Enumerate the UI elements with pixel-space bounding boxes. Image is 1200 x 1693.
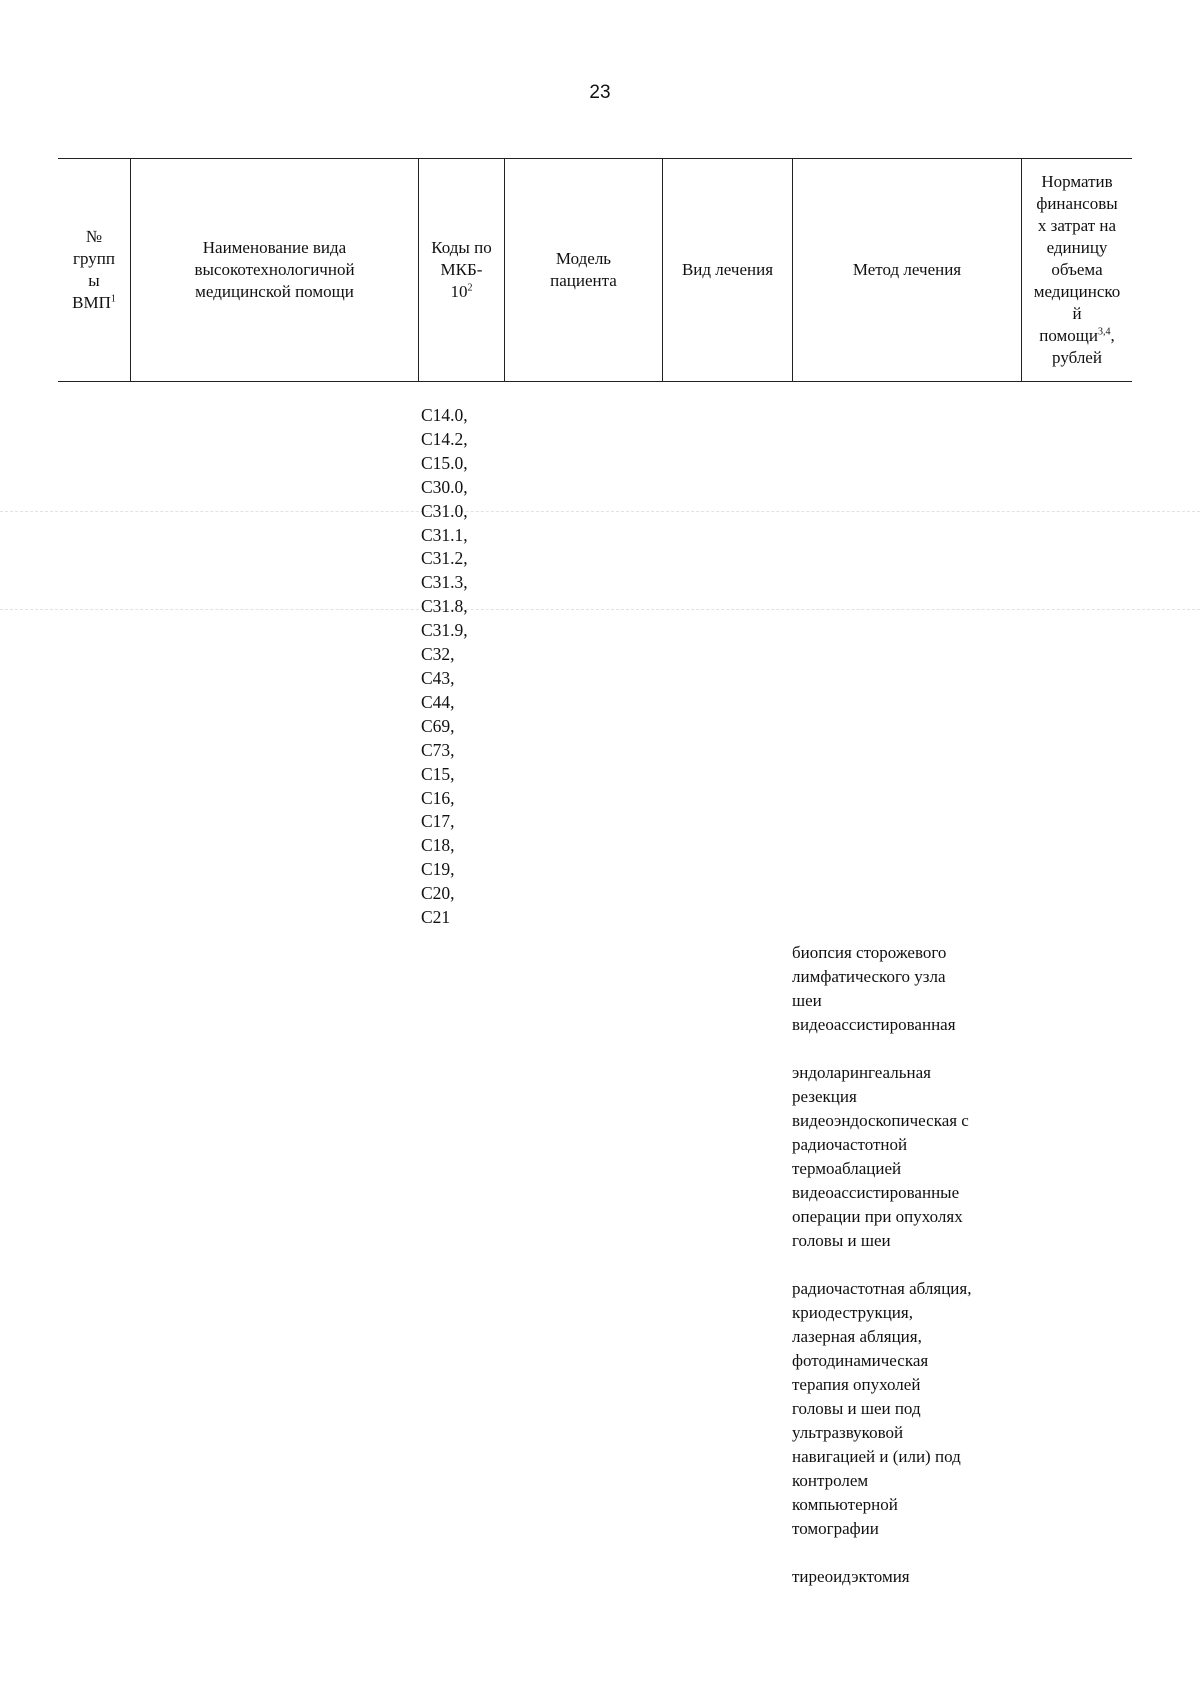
icd-code: C17, (421, 811, 455, 832)
icd-code: C32, (421, 644, 455, 665)
icd-code: C31.1, (421, 524, 468, 545)
icd-code: C73, (421, 739, 455, 760)
header-col-method-label: Метод лечения (852, 260, 962, 279)
icd-code: C18, (421, 835, 455, 856)
icd-code: C14.2, (421, 428, 468, 449)
header-col-name-label: Наименование вида высокотехнологичной медицинской помощи (194, 238, 355, 301)
header-col-norm-unit: , рублей (1052, 326, 1115, 367)
header-col-norm-label: Норматив финансовы х затрат на единицу объема медицинско й помощи (1033, 172, 1121, 345)
icd-code: C30.0, (421, 476, 468, 497)
icd-code: C20, (421, 883, 455, 904)
header-col-treatment-type-label: Вид лечения (681, 260, 774, 279)
scan-artifact-line (0, 511, 1200, 512)
scan-artifact-line (0, 609, 1200, 610)
treatment-method: тиреоидэктомия (792, 1567, 910, 1586)
header-col-norm-footnote: 3,4 (1097, 326, 1111, 338)
icd-code: C31.8, (421, 596, 468, 617)
header-col-name (131, 159, 419, 381)
icd-code: C16, (421, 787, 455, 808)
icd-code: C31.2, (421, 548, 468, 569)
icd-code: C44, (421, 691, 455, 712)
icd-code: C31.0, (421, 500, 468, 521)
header-col-codes-footnote: 2 (467, 282, 473, 294)
header-col-method (793, 159, 1022, 381)
icd-code: C15, (421, 763, 455, 784)
icd-code: C69, (421, 715, 455, 736)
treatment-method: радиочастотная абляция, криодеструкция, лазерная абляция, фотодинамическая терапия опухолей головы и шеи под ультразвуковой навигацией и (или) под контролем компьютерной томографии (792, 1279, 972, 1538)
header-col-group-label: № групп ы ВМП (72, 227, 115, 312)
header-col-norm (1022, 159, 1132, 381)
header-col-model-label: Модель пациента (550, 249, 617, 290)
header-col-group-footnote: 1 (110, 293, 116, 305)
treatment-methods-list (792, 941, 1022, 1613)
header-col-model (505, 159, 663, 381)
header-col-codes (419, 159, 505, 381)
page-number: 23 (589, 82, 611, 103)
icd-codes-list (421, 404, 468, 930)
header-col-group (58, 159, 131, 381)
icd-code: C31.3, (421, 572, 468, 593)
table-header (58, 158, 1132, 382)
icd-code: C43, (421, 667, 455, 688)
treatment-method: биопсия сторожевого лимфатического узла шеи видеоассистированная (792, 943, 956, 1034)
treatment-method: эндоларингеальная резекция видеоэндоскопическая с радиочастотной термоаблацией видеоассистированные операции при опухолях головы и шеи (792, 1063, 969, 1250)
header-col-treatment-type (663, 159, 793, 381)
icd-code: C15.0, (421, 452, 468, 473)
icd-code: C31.9, (421, 620, 468, 641)
header-col-codes-label: Коды по МКБ- 10 (431, 238, 492, 301)
icd-code: C14.0, (421, 405, 468, 425)
icd-code: C21 (421, 907, 451, 928)
icd-code: C19, (421, 859, 455, 880)
